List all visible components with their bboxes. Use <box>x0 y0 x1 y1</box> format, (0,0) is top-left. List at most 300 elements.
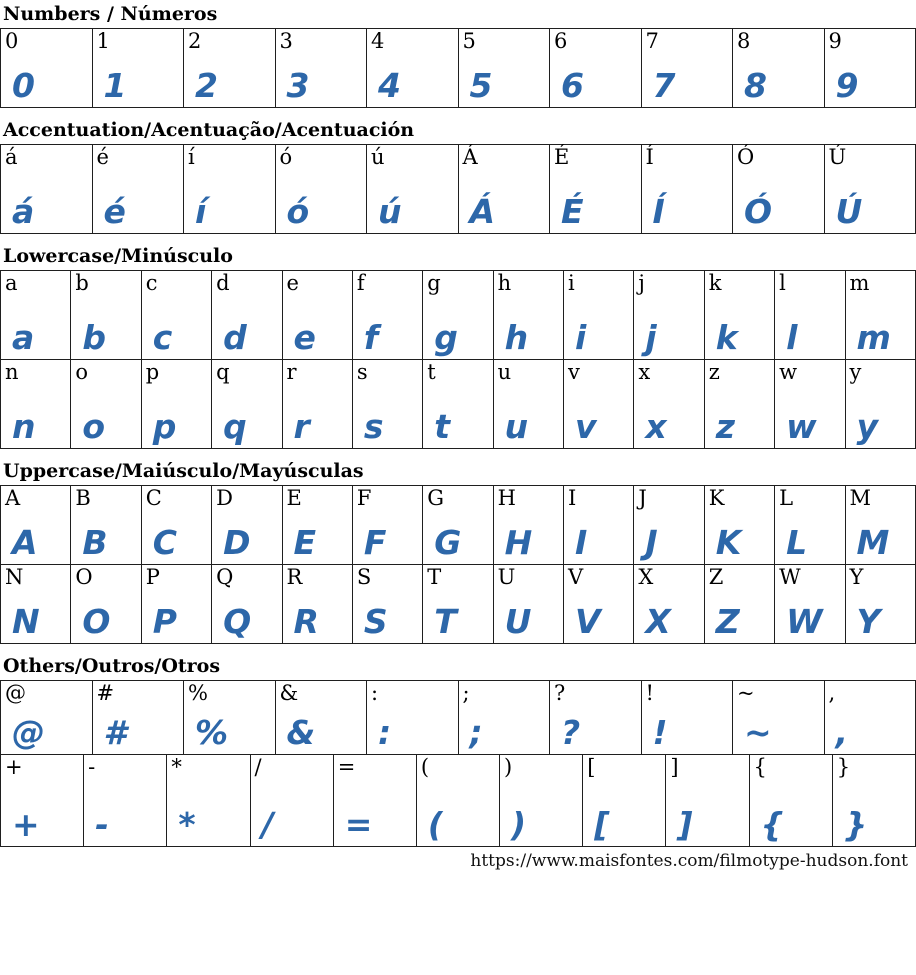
glyph-cell <box>275 681 367 755</box>
font-glyph: Z <box>715 602 740 641</box>
reference-char: { <box>753 755 767 779</box>
font-glyph: } <box>843 805 868 844</box>
reference-char: Ó <box>737 145 755 169</box>
font-glyph: ~ <box>744 713 772 752</box>
section-title: Numbers / Números <box>3 3 218 25</box>
glyph-cell <box>282 271 352 360</box>
glyph-cell <box>212 486 282 565</box>
glyph-cell <box>1 360 71 449</box>
font-glyph: É <box>561 192 584 231</box>
reference-char: á <box>5 145 18 169</box>
glyph-cell <box>775 486 845 565</box>
glyph-cell <box>167 755 250 847</box>
font-glyph: 0 <box>12 66 35 105</box>
font-glyph: H <box>504 523 533 562</box>
font-glyph: - <box>95 805 109 844</box>
glyph-table <box>0 485 916 565</box>
reference-char: í <box>188 145 195 169</box>
glyph-cell <box>634 565 704 644</box>
glyph-cell <box>458 29 550 108</box>
glyph-cell <box>634 360 704 449</box>
font-glyph: # <box>103 713 127 752</box>
reference-char: B <box>75 486 91 510</box>
font-glyph: A <box>12 523 38 562</box>
font-glyph: I <box>575 523 588 562</box>
glyph-cell <box>71 360 141 449</box>
font-glyph: K <box>715 523 742 562</box>
section-title: Others/Outros/Otros <box>3 655 221 677</box>
glyph-cell <box>493 271 563 360</box>
glyph-cell <box>184 29 276 108</box>
reference-char: ~ <box>737 681 755 705</box>
font-source-url: https://www.maisfontes.com/filmotype-hudson.font <box>470 851 908 871</box>
font-glyph: B <box>82 523 108 562</box>
font-glyph: s <box>363 407 384 446</box>
glyph-cell <box>352 565 422 644</box>
glyph-cell <box>641 29 733 108</box>
glyph-cell <box>666 755 749 847</box>
reference-char: 6 <box>554 29 568 53</box>
reference-char: D <box>216 486 233 510</box>
font-glyph: Ó <box>744 192 773 231</box>
font-glyph: i <box>575 318 587 357</box>
reference-char: 0 <box>5 29 19 53</box>
glyph-cell <box>282 486 352 565</box>
font-glyph: 7 <box>652 66 676 105</box>
font-glyph: m <box>856 318 891 357</box>
reference-char: G <box>427 486 445 510</box>
reference-char: U <box>497 565 516 589</box>
font-glyph: g <box>434 318 458 357</box>
font-glyph: á <box>12 192 35 231</box>
reference-char: j <box>638 271 645 295</box>
reference-char: : <box>371 681 379 705</box>
font-glyph: k <box>715 318 738 357</box>
reference-char: E <box>286 486 302 510</box>
reference-char: y <box>849 360 862 384</box>
reference-char: b <box>75 271 89 295</box>
font-glyph: J <box>645 523 658 562</box>
reference-char: h <box>497 271 512 295</box>
reference-char: T <box>427 565 442 589</box>
font-glyph: Y <box>856 602 881 641</box>
reference-char: ó <box>279 145 293 169</box>
section-title: Uppercase/Maiúsculo/Mayúsculas <box>3 460 364 482</box>
glyph-cell <box>564 486 634 565</box>
section-numbers <box>0 0 916 108</box>
glyph-cell <box>458 145 550 234</box>
reference-char: ú <box>371 145 385 169</box>
font-glyph: 4 <box>378 66 401 105</box>
glyph-cell <box>845 486 916 565</box>
reference-char: [ <box>587 755 596 779</box>
reference-char: 1 <box>96 29 110 53</box>
reference-char: C <box>145 486 162 510</box>
reference-char: } <box>836 755 851 779</box>
font-glyph: 2 <box>195 66 218 105</box>
reference-char: * <box>171 755 182 779</box>
glyph-cell <box>84 755 167 847</box>
glyph-cell <box>832 755 915 847</box>
font-glyph: 6 <box>561 66 584 105</box>
font-glyph: / <box>261 805 274 844</box>
reference-char: f <box>356 271 365 295</box>
reference-char: u <box>497 360 512 384</box>
glyph-cell <box>423 271 493 360</box>
glyph-cell <box>367 145 459 234</box>
font-glyph: Q <box>223 602 252 641</box>
font-glyph: 5 <box>469 66 493 105</box>
glyph-cell <box>775 360 845 449</box>
font-glyph: ; <box>469 713 483 752</box>
glyph-cell <box>824 681 916 755</box>
glyph-cell <box>733 145 825 234</box>
glyph-cell <box>416 755 499 847</box>
glyph-cell <box>92 29 184 108</box>
glyph-cell <box>1 29 93 108</box>
glyph-cell <box>641 681 733 755</box>
glyph-cell <box>71 565 141 644</box>
glyph-cell <box>1 565 71 644</box>
glyph-table <box>0 680 916 755</box>
glyph-cell <box>641 145 733 234</box>
font-glyph: é <box>103 192 126 231</box>
reference-char: L <box>779 486 794 510</box>
reference-char: 3 <box>279 29 293 53</box>
glyph-cell <box>250 755 333 847</box>
reference-char: e <box>286 271 299 295</box>
glyph-cell <box>212 360 282 449</box>
reference-char: k <box>708 271 722 295</box>
glyph-cell <box>1 681 93 755</box>
reference-char: 8 <box>737 29 751 53</box>
reference-char: A <box>5 486 21 510</box>
font-glyph: u <box>504 407 529 446</box>
section-accentuation <box>0 108 916 234</box>
glyph-cell <box>704 271 774 360</box>
section-lowercase <box>0 234 916 449</box>
reference-char: w <box>779 360 798 384</box>
reference-char: i <box>568 271 575 295</box>
font-glyph: q <box>223 407 247 446</box>
font-glyph: O <box>82 602 111 641</box>
font-glyph: [ <box>594 805 610 844</box>
reference-char: R <box>286 565 303 589</box>
reference-char: é <box>96 145 109 169</box>
font-glyph: 1 <box>103 66 127 105</box>
font-glyph: = <box>344 805 373 844</box>
reference-char: g <box>427 271 441 295</box>
font-glyph: , <box>835 713 849 752</box>
glyph-row <box>1 145 916 234</box>
font-glyph: V <box>575 602 601 641</box>
font-glyph: 3 <box>286 66 310 105</box>
reference-char: @ <box>5 681 26 705</box>
reference-char: 4 <box>371 29 385 53</box>
glyph-table <box>0 754 916 847</box>
glyph-cell <box>333 755 416 847</box>
font-glyph: ú <box>378 192 402 231</box>
glyph-cell <box>92 681 184 755</box>
reference-char: F <box>356 486 372 510</box>
reference-char: d <box>216 271 230 295</box>
font-glyph: j <box>645 318 657 357</box>
section-title: Accentuation/Acentuação/Acentuación <box>3 119 415 141</box>
glyph-row <box>1 271 916 360</box>
reference-char: % <box>188 681 208 705</box>
font-glyph: v <box>575 407 597 446</box>
font-glyph: h <box>504 318 529 357</box>
font-glyph: 9 <box>835 66 859 105</box>
font-glyph: N <box>12 602 40 641</box>
reference-char: Q <box>216 565 234 589</box>
glyph-table <box>0 564 916 644</box>
font-glyph: t <box>434 407 451 446</box>
font-glyph: r <box>293 407 310 446</box>
glyph-cell <box>71 271 141 360</box>
glyph-row <box>1 565 916 644</box>
glyph-cell <box>71 486 141 565</box>
glyph-table <box>0 144 916 234</box>
font-glyph: W <box>786 602 823 641</box>
glyph-cell <box>282 565 352 644</box>
reference-char: n <box>5 360 19 384</box>
font-glyph: D <box>223 523 251 562</box>
font-glyph: ) <box>511 805 527 844</box>
reference-char: Y <box>849 565 864 589</box>
glyph-row <box>1 29 916 108</box>
glyph-cell <box>493 360 563 449</box>
glyph-cell <box>184 145 276 234</box>
reference-char: S <box>356 565 372 589</box>
glyph-cell <box>550 681 642 755</box>
font-glyph: L <box>786 523 808 562</box>
reference-char: É <box>554 145 570 169</box>
glyph-cell <box>775 271 845 360</box>
font-glyph: o <box>82 407 106 446</box>
glyph-row <box>1 755 916 847</box>
reference-char: , <box>828 681 836 705</box>
font-glyph: ( <box>427 805 443 844</box>
font-glyph: { <box>760 805 785 844</box>
section-uppercase <box>0 449 916 644</box>
reference-char: W <box>779 565 801 589</box>
glyph-cell <box>500 755 583 847</box>
glyph-cell <box>634 271 704 360</box>
font-glyph: ] <box>677 805 693 844</box>
font-glyph: b <box>82 318 106 357</box>
font-glyph: Í <box>652 192 665 231</box>
reference-char: m <box>849 271 870 295</box>
font-glyph: R <box>293 602 319 641</box>
glyph-cell <box>564 565 634 644</box>
font-glyph: f <box>363 318 379 357</box>
font-glyph: p <box>152 407 177 446</box>
glyph-cell <box>1 755 84 847</box>
reference-char: p <box>145 360 160 384</box>
reference-char: ; <box>462 681 470 705</box>
glyph-cell <box>184 681 276 755</box>
reference-char: o <box>75 360 89 384</box>
reference-char: & <box>279 681 299 705</box>
font-glyph: U <box>504 602 532 641</box>
reference-char: x <box>638 360 651 384</box>
section-title: Lowercase/Minúsculo <box>3 245 233 267</box>
reference-char: 5 <box>462 29 476 53</box>
glyph-cell <box>824 29 916 108</box>
reference-char: K <box>708 486 725 510</box>
font-glyph: ó <box>286 192 310 231</box>
font-glyph: y <box>856 407 879 446</box>
glyph-cell <box>845 565 916 644</box>
reference-char: Á <box>462 145 478 169</box>
glyph-row <box>1 360 916 449</box>
glyph-row <box>1 681 916 755</box>
font-glyph: d <box>223 318 247 357</box>
glyph-cell <box>550 29 642 108</box>
font-glyph: w <box>786 407 817 446</box>
glyph-cell <box>352 360 422 449</box>
font-glyph: X <box>645 602 671 641</box>
reference-char: t <box>427 360 436 384</box>
glyph-cell <box>282 360 352 449</box>
reference-char: P <box>145 565 160 589</box>
glyph-cell <box>458 681 550 755</box>
font-glyph: + <box>12 805 40 844</box>
font-glyph: ! <box>652 713 668 752</box>
glyph-cell <box>423 486 493 565</box>
reference-char: ! <box>645 681 654 705</box>
reference-char: Z <box>708 565 724 589</box>
glyph-cell <box>141 565 211 644</box>
glyph-cell <box>733 29 825 108</box>
reference-char: 2 <box>188 29 202 53</box>
reference-char: ? <box>554 681 566 705</box>
glyph-cell <box>352 486 422 565</box>
glyph-cell <box>564 360 634 449</box>
reference-char: a <box>5 271 18 295</box>
glyph-cell <box>1 271 71 360</box>
glyph-cell <box>564 271 634 360</box>
reference-char: J <box>638 486 647 510</box>
font-glyph: % <box>195 713 229 752</box>
reference-char: Í <box>645 145 654 169</box>
glyph-cell <box>141 486 211 565</box>
glyph-cell <box>141 271 211 360</box>
reference-char: ] <box>670 755 679 779</box>
reference-char: N <box>5 565 24 589</box>
font-glyph: l <box>786 318 798 357</box>
glyph-row <box>1 486 916 565</box>
reference-char: v <box>568 360 580 384</box>
reference-char: 9 <box>828 29 842 53</box>
glyph-cell <box>704 486 774 565</box>
font-glyph: C <box>152 523 177 562</box>
font-glyph: a <box>12 318 35 357</box>
reference-char: + <box>5 755 23 779</box>
section-others <box>0 644 916 847</box>
font-glyph: e <box>293 318 316 357</box>
glyph-cell <box>212 565 282 644</box>
reference-char: O <box>75 565 93 589</box>
glyph-table <box>0 270 916 360</box>
glyph-cell <box>824 145 916 234</box>
reference-char: 7 <box>645 29 659 53</box>
font-glyph: Ú <box>835 192 863 231</box>
reference-char: # <box>96 681 115 705</box>
glyph-cell <box>634 486 704 565</box>
reference-char: V <box>568 565 584 589</box>
glyph-cell <box>367 681 459 755</box>
glyph-cell <box>845 360 916 449</box>
reference-char: ) <box>504 755 513 779</box>
font-glyph: : <box>378 713 392 752</box>
font-glyph: í <box>195 192 207 231</box>
reference-char: c <box>145 271 158 295</box>
font-glyph: n <box>12 407 36 446</box>
glyph-cell <box>845 271 916 360</box>
reference-char: s <box>356 360 368 384</box>
font-glyph: P <box>152 602 177 641</box>
font-glyph: * <box>178 805 196 844</box>
reference-char: ( <box>420 755 430 779</box>
font-glyph: M <box>856 523 890 562</box>
font-glyph: ? <box>561 713 581 752</box>
glyph-cell <box>493 565 563 644</box>
font-glyph: & <box>286 713 316 752</box>
font-glyph: F <box>363 523 387 562</box>
glyph-cell <box>212 271 282 360</box>
glyph-cell <box>583 755 666 847</box>
glyph-table <box>0 28 916 108</box>
glyph-cell <box>1 145 93 234</box>
reference-char: z <box>708 360 720 384</box>
glyph-cell <box>141 360 211 449</box>
reference-char: M <box>849 486 872 510</box>
font-glyph: @ <box>12 713 45 752</box>
glyph-cell <box>704 360 774 449</box>
reference-char: - <box>88 755 96 779</box>
glyph-cell <box>775 565 845 644</box>
glyph-cell <box>367 29 459 108</box>
reference-char: Ú <box>828 145 847 169</box>
reference-char: q <box>216 360 230 384</box>
glyph-cell <box>275 29 367 108</box>
glyph-cell <box>704 565 774 644</box>
glyph-cell <box>550 145 642 234</box>
glyph-cell <box>423 360 493 449</box>
glyph-cell <box>1 486 71 565</box>
glyph-cell <box>352 271 422 360</box>
font-glyph: z <box>715 407 735 446</box>
glyph-cell <box>733 681 825 755</box>
font-glyph: x <box>645 407 667 446</box>
font-glyph: T <box>434 602 457 641</box>
reference-char: l <box>779 271 786 295</box>
font-glyph: E <box>293 523 317 562</box>
reference-char: r <box>286 360 297 384</box>
reference-char: I <box>568 486 577 510</box>
glyph-cell <box>749 755 832 847</box>
font-glyph: G <box>434 523 462 562</box>
reference-char: H <box>497 486 516 510</box>
font-glyph: 8 <box>744 66 767 105</box>
glyph-table <box>0 359 916 449</box>
font-glyph: S <box>363 602 388 641</box>
font-glyph: Á <box>469 192 496 231</box>
glyph-cell <box>92 145 184 234</box>
glyph-cell <box>493 486 563 565</box>
